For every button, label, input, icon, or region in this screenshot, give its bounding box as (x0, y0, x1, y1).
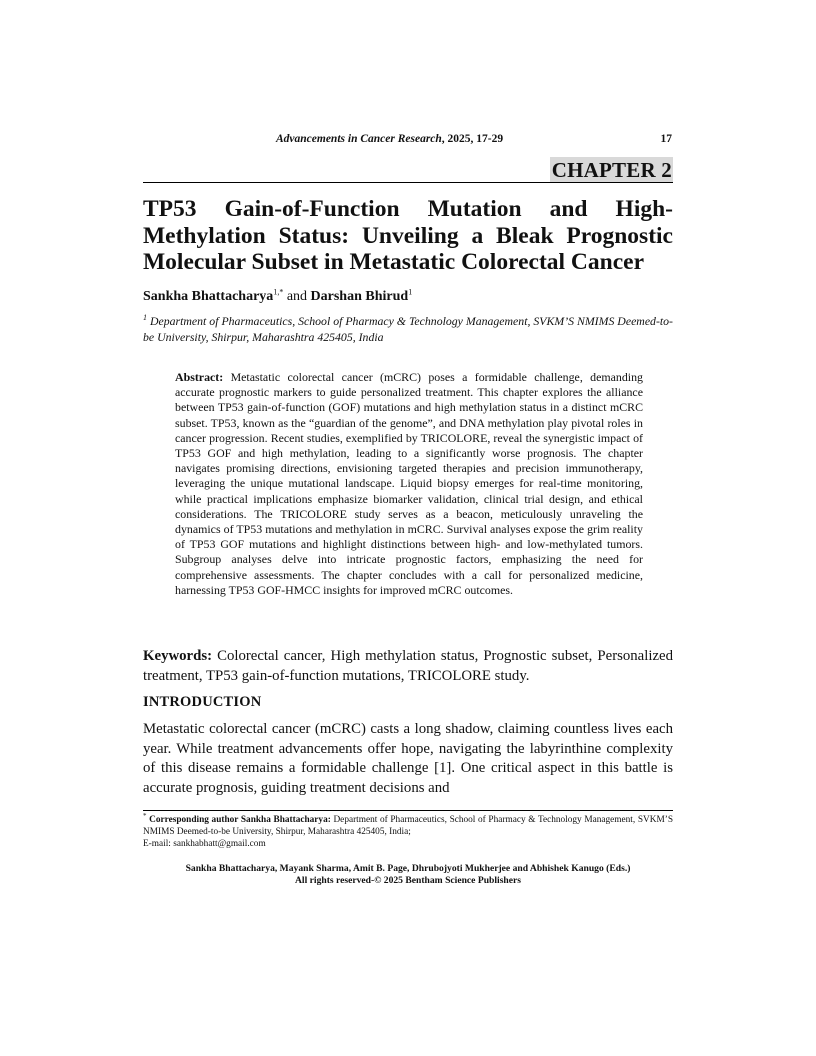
abstract (175, 370, 643, 598)
footnote-email: E-mail: sankhabhatt@gmail.com (143, 839, 266, 850)
footnote-divider (143, 810, 673, 811)
footnote-text: Department of Pharmaceutics, School of Pharmacy & Technology Management, SVKM’S NMIMS Deemed-to-be University, Shirpur, Maharashtra 425405, India; (143, 815, 673, 838)
keywords-label: Keywords: (143, 648, 213, 664)
author-name: Sankha Bhattacharya (143, 289, 274, 304)
author-line (143, 289, 412, 305)
author-name: Darshan Bhirud (310, 289, 409, 304)
abstract-text: Metastatic colorectal cancer (mCRC) poses a formidable challenge, demanding accurate prognostic markers to guide personalized treatment. This chapter explores the alliance between TP53 gain-of-function (GOF) mutations and high methylation status in a distinct mCRC subset. TP53, known as the “guardian of the genome”, and DNA methylation play pivotal roles in cancer progression. Recent studies, exemplified by TRICOLORE, reveal the synergistic impact of TP53 GOF and high methylation, leading to a significantly worse prognosis. The chapter navigates promising directions, envisioning targeted therapies and precision immunotherapy, leveraging the unique mutational landscape. Liquid biopsy emerges for real-time monitoring, while practical implications emphasize biomarker validation, clinical trial design, and ethical considerations. The TRICOLORE study serves as a beacon, meticulously unraveling the dynamics of TP53 mutations and methylation in mCRC. Survival analyses expose the grim reality of TP53 GOF mutations and highlight distinctions between high- and low-methylated tumors. Subgroup analyses delve into intricate prognostic factors, emphasizing the need for comprehensive assessments. The chapter concludes with a call for personalized medicine, harnessing TP53 GOF-HMCC insights for improved mCRC outcomes. (175, 370, 643, 597)
introduction-paragraph: Metastatic colorectal cancer (mCRC) casts a long shadow, claiming countless lives each year. While treatment advancements offer hope, navigating the labyrinthine complexity of this disease remains a formidable challenge [1]. One critical aspect in this battle is accurate prognosis, guiding treatment decisions and (143, 721, 673, 796)
affiliation-mark: 1 (143, 313, 147, 323)
imprint-rights: All rights reserved-© 2025 Bentham Science Publishers (294, 875, 522, 887)
abstract-label: Abstract: (175, 370, 224, 384)
keywords-text: Colorectal cancer, High methylation status, Prognostic subset, Personalized treatment, TP53 gain-of-function mutations, TRICOLORE study. (143, 648, 673, 684)
journal-details: , 2025, 17-29 (441, 133, 504, 145)
author-affiliation-mark: 1 (408, 287, 413, 297)
chapter-label: CHAPTER 2 (551, 158, 672, 182)
chapter-title: TP53 Gain-of-Function Mutation and High-Methylation Status: Unveiling a Bleak Prognostic Molecular Subset in Metastatic Colorectal Cancer (143, 196, 673, 275)
affiliation (143, 313, 673, 345)
footnote-lead: Corresponding author Sankha Bhattacharya: (146, 815, 331, 825)
affiliation-text: Department of Pharmaceutics, School of Pharmacy & Technology Management, SVKM’S NMIMS Deemed-to-be University, Shirpur, Maharashtra 425405, India (143, 314, 673, 344)
section-heading: INTRODUCTION (143, 694, 262, 710)
author-affiliation-mark: 1,* (273, 287, 284, 297)
author-connector: and (283, 289, 311, 304)
footnote (143, 811, 673, 851)
journal-name: Advancements in Cancer Research (276, 133, 442, 145)
journal-citation (276, 133, 503, 145)
footnote-mark: * (143, 811, 147, 820)
imprint-editors: Sankha Bhattacharya, Mayank Sharma, Amit B. Page, Dhrubojyoti Mukherjee and Abhishek Kanugo (Eds.) (185, 863, 631, 874)
chapter-divider (143, 182, 673, 183)
keywords (143, 647, 673, 686)
page-number: 17 (660, 133, 672, 145)
publisher-imprint (143, 863, 673, 888)
